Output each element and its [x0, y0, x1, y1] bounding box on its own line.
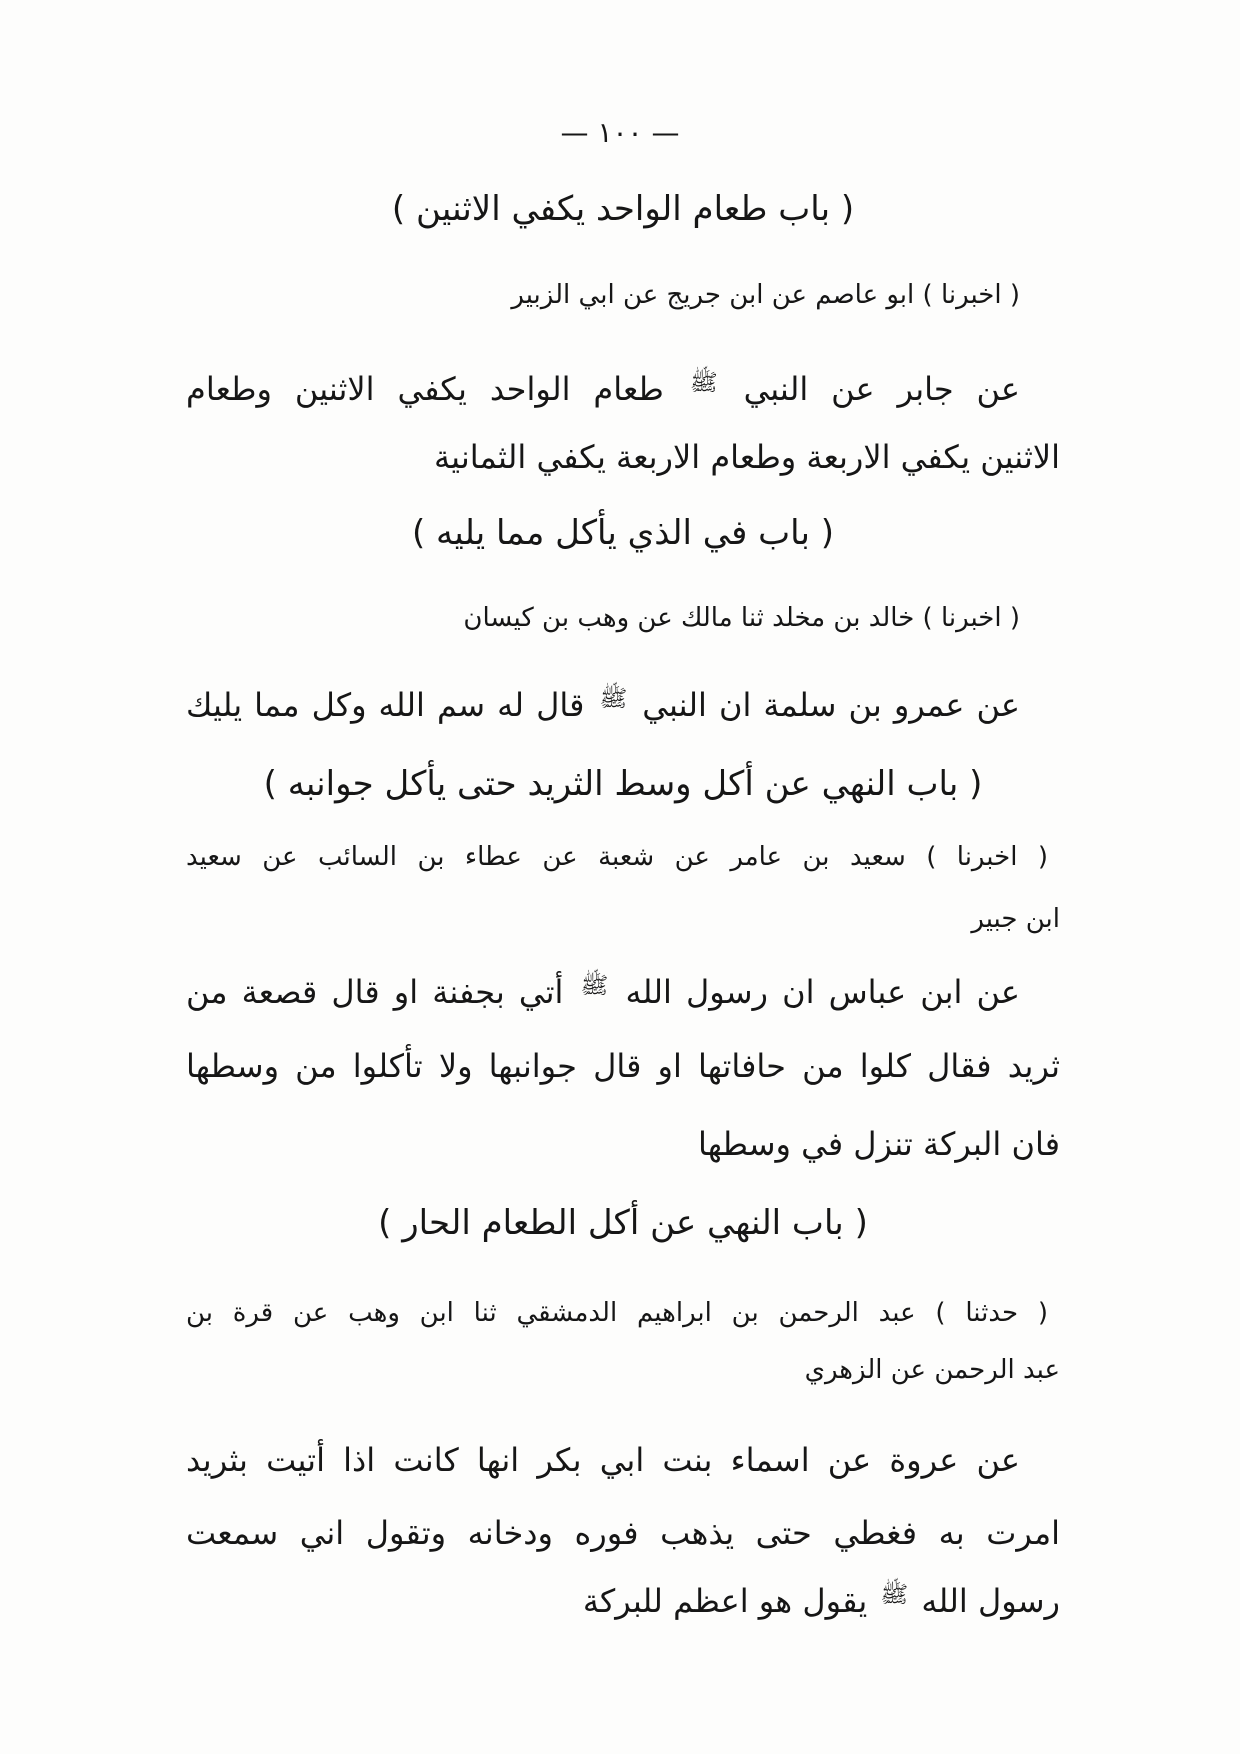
matn-line: عن ابن عباس ان رسول الله ﷺ أتي بجفنة او قال قصعة من — [186, 972, 1021, 1011]
isnad-line: ابن جبير — [971, 904, 1060, 934]
matn-line: عن عروة عن اسماء بنت ابي بكر انها كانت اذا أتيت بثريد — [186, 1441, 1020, 1479]
isnad-line: ( اخبرنا ) سعيد بن عامر عن شعبة عن عطاء بن السائب عن سعيد — [186, 842, 1048, 872]
isnad-line: ( اخبرنا ) ابو عاصم عن ابن جريج عن ابي الزبير — [511, 280, 1020, 310]
salawat-ligature: ﷺ — [580, 972, 609, 999]
salawat-ligature: ﷺ — [880, 1581, 909, 1608]
salawat-ligature: ﷺ — [689, 369, 718, 396]
isnad-line: ( اخبرنا ) خالد بن مخلد ثنا مالك عن وهب بن كيسان — [463, 603, 1020, 633]
matn-line: رسول الله ﷺ يقول هو اعظم للبركة — [582, 1581, 1060, 1620]
chapter-title: ( باب النهي عن أكل وسط الثريد حتى يأكل جوانبه ) — [263, 764, 983, 804]
page-number: — ١٠٠ — — [560, 116, 680, 149]
matn-line: فان البركة تنزل في وسطها — [697, 1125, 1060, 1163]
matn-line: عن جابر عن النبي ﷺ طعام الواحد يكفي الاثنين وطعام — [186, 369, 1021, 408]
salawat-ligature: ﷺ — [599, 685, 628, 712]
isnad-line: ( حدثنا ) عبد الرحمن بن ابراهيم الدمشقي ثنا ابن وهب عن قرة بن — [186, 1298, 1048, 1328]
matn-line: ثريد فقال كلوا من حافاتها او قال جوانبها ولا تأكلوا من وسطها — [186, 1047, 1060, 1085]
isnad-line: عبد الرحمن عن الزهري — [804, 1355, 1060, 1385]
matn-line: امرت به فغطي حتى يذهب فوره ودخانه وتقول اني سمعت — [186, 1514, 1060, 1552]
chapter-title: ( باب في الذي يأكل مما يليه ) — [411, 513, 835, 553]
chapter-title: ( باب طعام الواحد يكفي الاثنين ) — [391, 189, 855, 229]
matn-line: عن عمرو بن سلمة ان النبي ﷺ قال له سم الله وكل مما يليك — [186, 685, 1021, 724]
chapter-title: ( باب النهي عن أكل الطعام الحار ) — [378, 1203, 868, 1243]
matn-line: الاثنين يكفي الاربعة وطعام الاربعة يكفي الثمانية — [434, 438, 1060, 476]
